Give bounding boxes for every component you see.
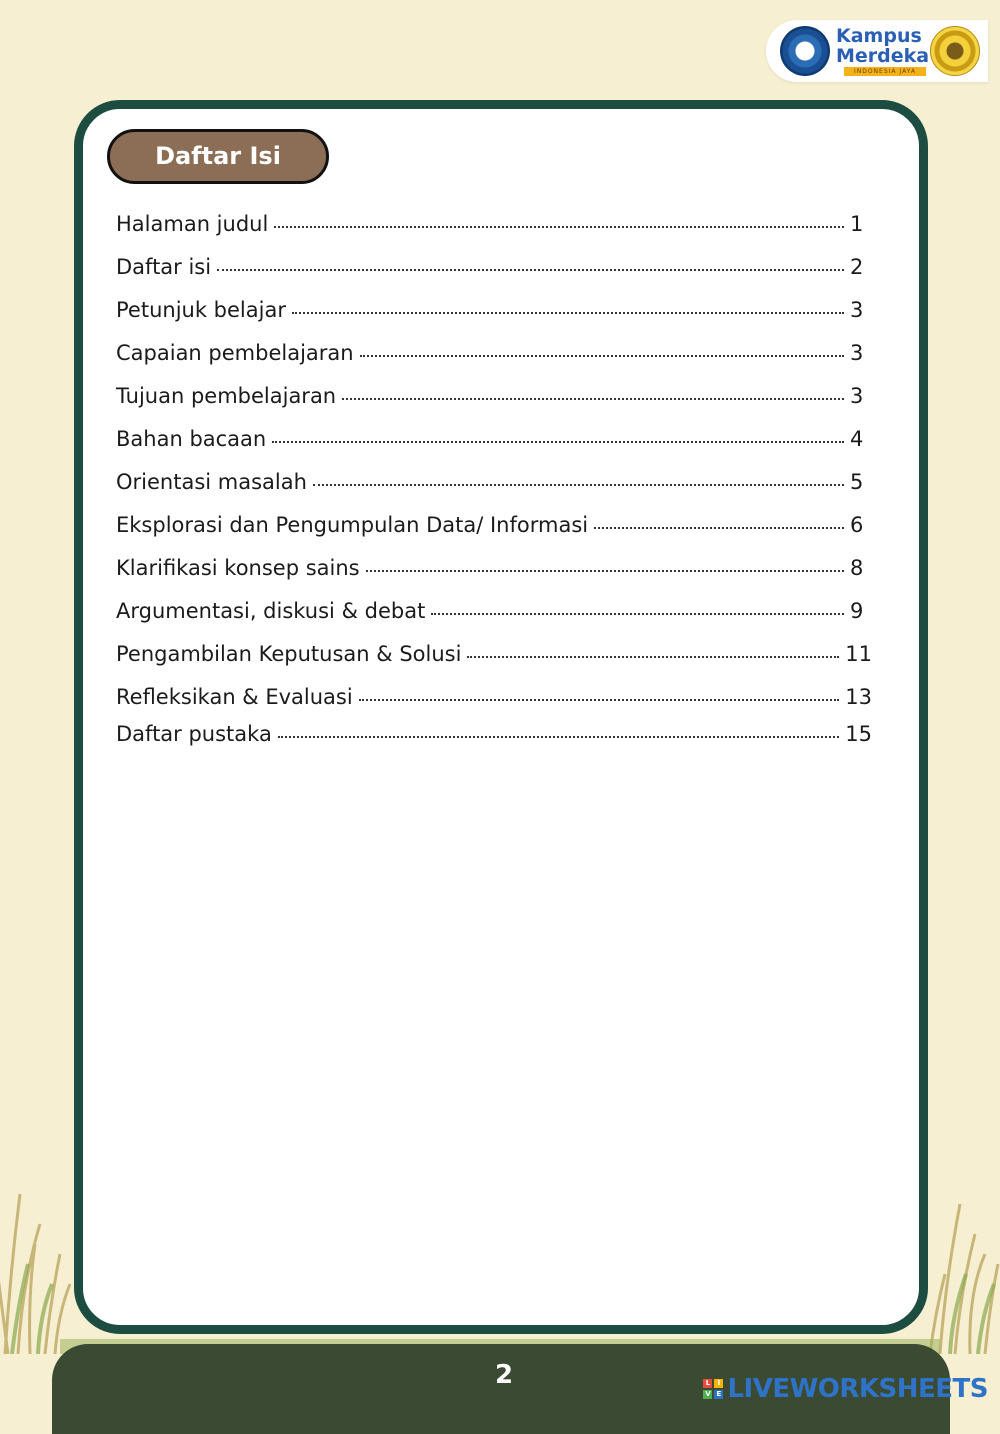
page-title: Daftar Isi: [107, 129, 329, 184]
toc-page: 3: [850, 384, 864, 408]
toc-label: Petunjuk belajar: [116, 298, 286, 322]
logo-tagline: INDONESIA JAYA: [844, 67, 926, 76]
toc-page: 2: [850, 255, 864, 279]
toc-page: 3: [850, 298, 864, 322]
logo-line2: Merdeka: [836, 45, 930, 67]
toc-page: 6: [850, 513, 864, 537]
liveworksheets-logo[interactable]: [703, 1374, 988, 1404]
toc-item: [116, 722, 872, 762]
toc-label: Capaian pembelajaran: [116, 341, 354, 365]
toc-label: Klarifikasi konsep sains: [116, 556, 360, 580]
lw-letter-i: I: [714, 1379, 723, 1388]
toc-item: [116, 212, 872, 255]
toc-leader: [342, 398, 844, 400]
toc-label: Pengambilan Keputusan & Solusi: [116, 642, 462, 666]
toc-leader: [313, 484, 844, 486]
toc-leader: [359, 699, 840, 701]
toc-page: 3: [850, 341, 864, 365]
toc-page: 11: [845, 642, 872, 666]
toc-label: Tujuan pembelajaran: [116, 384, 337, 408]
toc-label: Orientasi masalah: [116, 470, 307, 494]
kampus-merdeka-logo: [766, 20, 988, 82]
toc-page: 4: [850, 427, 864, 451]
toc-page: 15: [845, 722, 872, 746]
toc-item: [116, 642, 872, 685]
kemdikbud-emblem-icon: [780, 26, 830, 76]
toc-leader: [278, 736, 839, 738]
toc-page: 13: [845, 685, 872, 709]
liveworksheets-wordmark: LIVEWORKSHEETS: [727, 1374, 988, 1404]
toc-leader: [467, 656, 839, 658]
liveworksheets-grid-icon: [703, 1379, 723, 1399]
logo-wordmark: [836, 26, 929, 66]
toc-leader: [594, 527, 844, 529]
toc-leader: [360, 355, 844, 357]
lw-letter-v: V: [705, 1390, 711, 1398]
toc-item: [116, 255, 872, 298]
toc-item: [116, 513, 872, 556]
toc-label: Halaman judul: [116, 212, 269, 236]
toc-leader: [366, 570, 844, 572]
toc-label: Bahan bacaan: [116, 427, 267, 451]
toc-item: [116, 470, 872, 513]
toc-item: [116, 384, 872, 427]
toc-label: Eksplorasi dan Pengumpulan Data/ Informasi: [116, 513, 589, 537]
toc-label: Daftar isi: [116, 255, 212, 279]
toc-label: Daftar pustaka: [116, 722, 272, 746]
toc-item: [116, 298, 872, 341]
toc-item: [116, 427, 872, 470]
toc-label: Refleksikan & Evaluasi: [116, 685, 353, 709]
toc-item: [116, 599, 872, 642]
lw-letter-e: E: [714, 1390, 723, 1399]
toc-page: 5: [850, 470, 864, 494]
table-of-contents: [116, 212, 872, 762]
toc-leader: [217, 269, 844, 271]
logo-line1: Kampus: [836, 25, 922, 47]
toc-page: 9: [850, 599, 864, 623]
toc-leader: [274, 226, 844, 228]
toc-item: [116, 341, 872, 384]
toc-page: 1: [850, 212, 864, 236]
toc-leader: [272, 441, 844, 443]
lw-letter-l: L: [703, 1379, 712, 1388]
university-seal-icon: [930, 26, 980, 76]
toc-page: 8: [850, 556, 864, 580]
toc-label: Argumentasi, diskusi & debat: [116, 599, 426, 623]
toc-leader: [292, 312, 844, 314]
toc-leader: [431, 613, 844, 615]
page-number: 2: [494, 1360, 514, 1390]
toc-item: [116, 556, 872, 599]
